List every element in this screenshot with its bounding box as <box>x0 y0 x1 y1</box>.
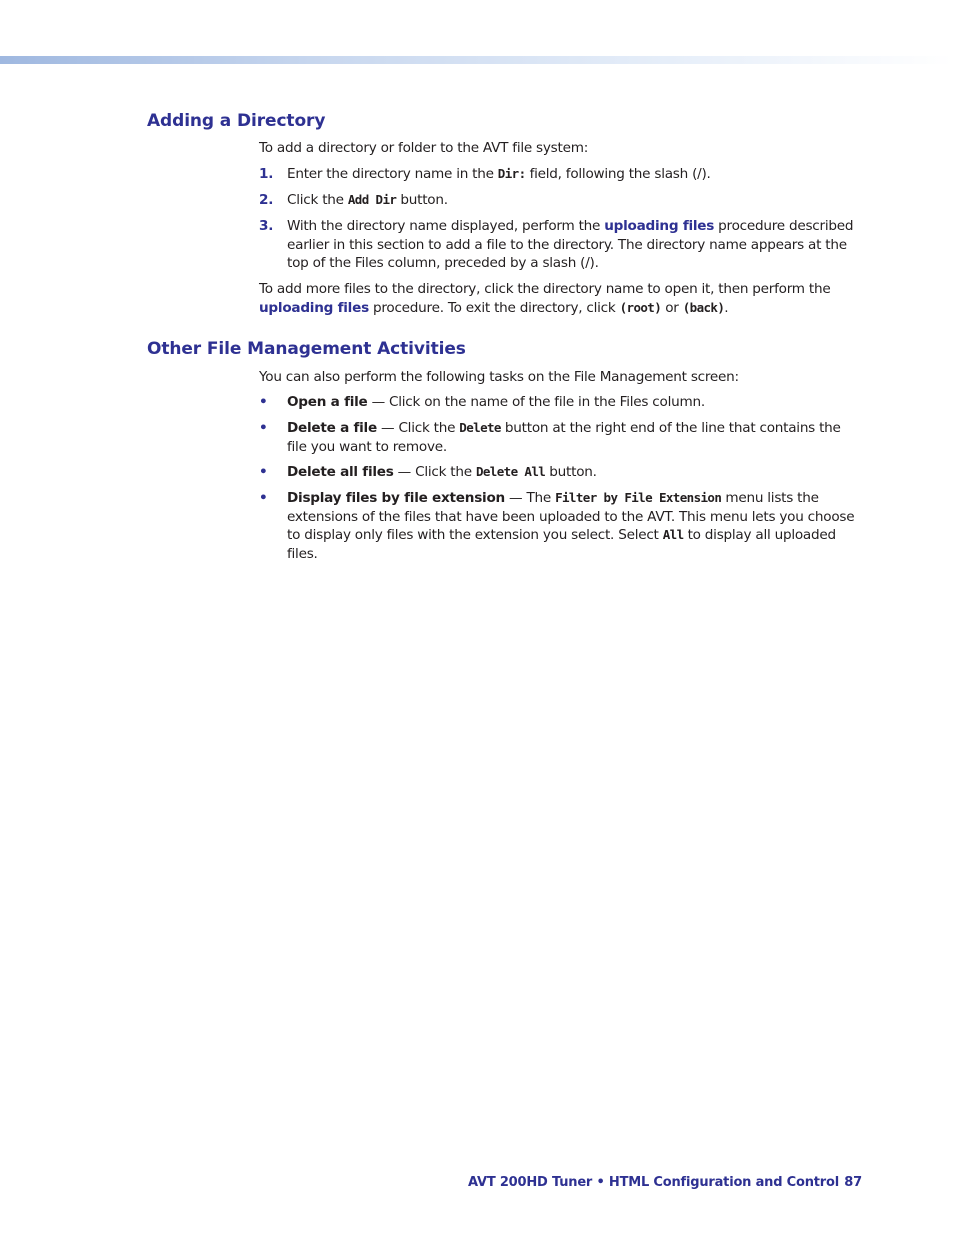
step-text <box>287 217 864 273</box>
code-filter-menu: Filter by File Extension <box>555 490 722 505</box>
bullet-term: Delete all files <box>287 464 394 480</box>
bullet-icon: • <box>259 490 268 506</box>
step-text <box>287 191 864 210</box>
step-1 <box>259 165 864 184</box>
step-text-part: procedure described earlier in this section to add a file to the directory. The directory name appears at the top of the Files column, preceded by a slash (/). <box>287 218 854 271</box>
code-root: (root) <box>619 299 662 315</box>
footer-title: AVT 200HD Tuner • HTML Configuration and Control <box>468 1175 839 1190</box>
code-all-option: All <box>662 527 684 542</box>
page-footer <box>468 1175 864 1190</box>
intro-paragraph: To add a directory or folder to the AVT file system: <box>259 140 589 156</box>
code-dir-field: Dir: <box>497 166 526 181</box>
code-back: (back) <box>682 299 725 315</box>
step-text-part: Enter the directory name in the <box>287 166 498 182</box>
bullet-text-part: to display all uploaded files. <box>287 527 836 562</box>
code-add-dir-button: Add Dir <box>347 192 397 207</box>
bullet-open-file <box>259 393 864 412</box>
bullet-text <box>287 419 864 456</box>
bullet-text <box>287 393 864 412</box>
step-number: 1. <box>259 166 274 182</box>
step-text <box>287 165 864 184</box>
bullet-text-part: button at the right end of the line that contains the file you want to remove. <box>287 420 841 455</box>
bullet-display-by-extension <box>259 489 864 563</box>
bullet-icon: • <box>259 394 268 410</box>
para-text-part: or <box>661 299 683 316</box>
bullet-text <box>287 463 864 482</box>
bullet-text-part: — Click on the name of the file in the Files column. <box>367 394 705 410</box>
heading-adding-directory: Adding a Directory <box>147 111 326 131</box>
code-delete-all-button: Delete All <box>475 464 546 479</box>
para-text-part: To add more files to the directory, click the directory name to open it, then perform the <box>259 281 831 297</box>
step-2 <box>259 191 864 210</box>
bullet-text-part: menu lists the extensions of the files that have been uploaded to the AVT. This menu lets you choose to display only files with the extension you select. Select <box>287 490 855 543</box>
bullet-text-part: — The <box>504 490 556 506</box>
bullet-icon: • <box>259 464 268 480</box>
bullet-delete-all <box>259 463 864 482</box>
heading-other-file-management: Other File Management Activities <box>147 339 466 359</box>
bullet-text-part: button. <box>545 464 597 480</box>
para-text-part: procedure. To exit the directory, click <box>368 299 620 316</box>
link-uploading-files[interactable]: uploading files <box>604 218 715 234</box>
bullet-term: Open a file <box>287 394 368 410</box>
bullet-icon: • <box>259 420 268 436</box>
step-text-part: button. <box>396 192 448 208</box>
para-text-part: . <box>724 299 729 316</box>
step-text-part: Click the <box>287 192 348 208</box>
link-uploading-files[interactable]: uploading files <box>259 299 369 316</box>
bullet-delete-file <box>259 419 864 456</box>
step-text-part: field, following the slash (/). <box>525 166 711 182</box>
bullet-text-part: — Click the <box>376 420 460 436</box>
bullet-text-part: — Click the <box>393 464 476 480</box>
step-3 <box>259 217 864 273</box>
header-gradient-bar <box>0 56 954 64</box>
page-number: 87 <box>844 1175 862 1190</box>
step-number: 2. <box>259 192 274 208</box>
outro-paragraph <box>259 280 864 317</box>
step-number: 3. <box>259 218 274 234</box>
code-delete-button: Delete <box>459 420 501 435</box>
step-text-part: With the directory name displayed, perform the <box>287 218 605 234</box>
bullet-term: Delete a file <box>287 420 377 436</box>
intro-paragraph: You can also perform the following tasks on the File Management screen: <box>259 369 739 385</box>
bullet-text <box>287 489 864 563</box>
bullet-term: Display files by file extension <box>287 490 505 506</box>
